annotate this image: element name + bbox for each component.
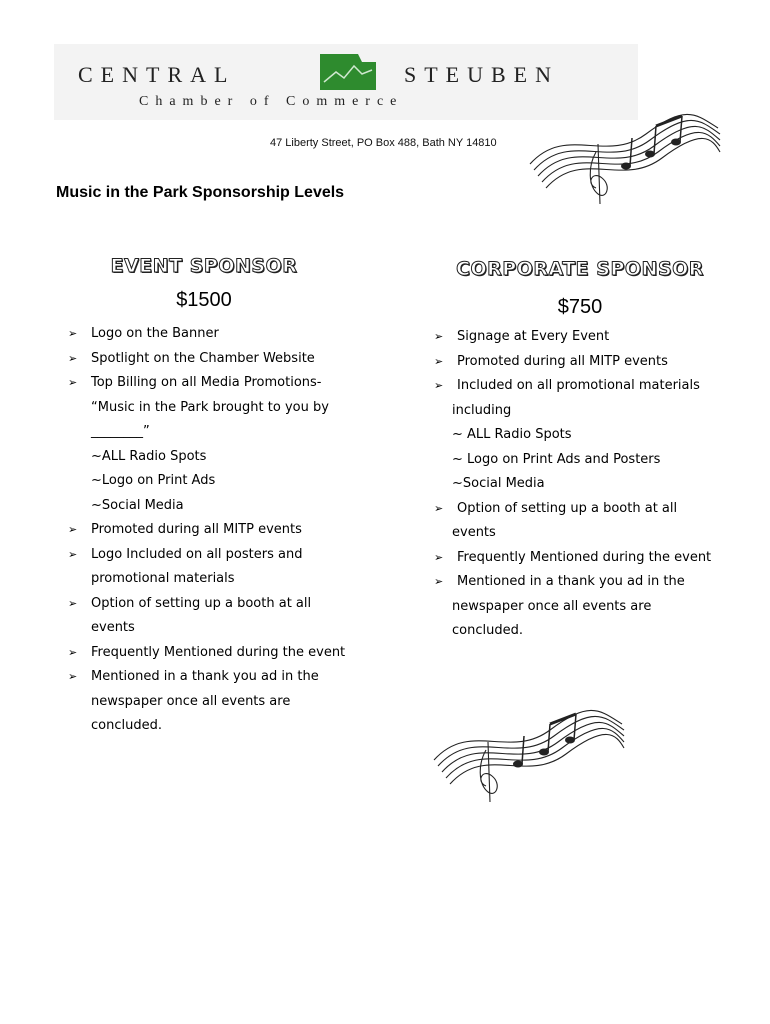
- logo-word-left: CENTRAL: [78, 62, 236, 87]
- event-sponsor-list: [66, 322, 386, 739]
- corporate-sponsor-price: $750: [557, 296, 603, 318]
- event-sponsor-section: [66, 255, 386, 739]
- arrowhead-bullet-icon: ➢: [434, 575, 444, 588]
- list-item: [432, 497, 752, 522]
- list-item-text: ~Logo on Print Ads: [91, 473, 216, 488]
- corporate-sponsor-section: [432, 258, 752, 644]
- arrowhead-bullet-icon: ➢: [68, 547, 78, 561]
- list-item-text: ~ Logo on Print Ads and Posters: [452, 451, 661, 467]
- list-item-text: Frequently Mentioned during the event: [91, 644, 346, 660]
- logo-word-right: STEUBEN: [404, 62, 559, 87]
- list-item: [66, 494, 386, 519]
- corporate-sponsor-list: [432, 325, 752, 644]
- list-item: [66, 641, 386, 666]
- list-item: [432, 472, 752, 497]
- list-item: [432, 595, 752, 620]
- list-item: [432, 325, 752, 350]
- list-item: [66, 322, 386, 347]
- address-line: 47 Liberty Street, PO Box 488, Bath NY 14810: [270, 137, 497, 149]
- list-item: [66, 714, 386, 739]
- list-item-text: Logo on the Banner: [91, 326, 219, 341]
- list-item: [432, 521, 752, 546]
- list-item: [66, 592, 386, 617]
- corporate-sponsor-heading: CORPORATE SPONSOR: [456, 258, 704, 280]
- list-item-text: Promoted during all MITP events: [457, 353, 668, 369]
- event-sponsor-price: $1500: [176, 289, 232, 311]
- arrowhead-bullet-icon: ➢: [68, 645, 78, 659]
- list-item-text: including: [452, 402, 512, 418]
- list-item-text: Mentioned in a thank you ad in the: [91, 669, 319, 684]
- arrowhead-bullet-icon: ➢: [68, 351, 78, 365]
- list-item: [66, 690, 386, 715]
- list-item: [432, 423, 752, 448]
- list-item-text: Signage at Every Event: [457, 329, 610, 344]
- arrowhead-bullet-icon: ➢: [434, 330, 444, 343]
- list-item-text: newspaper once all events are: [452, 598, 652, 614]
- list-item: [432, 619, 752, 644]
- list-item-text: Spotlight on the Chamber Website: [91, 350, 315, 366]
- list-item: [66, 665, 386, 690]
- list-item-text: ~ ALL Radio Spots: [452, 427, 572, 442]
- page-title: Music in the Park Sponsorship Levels: [56, 184, 345, 201]
- list-item-text: Included on all promotional materials: [457, 378, 700, 393]
- list-item-text: ~Social Media: [91, 497, 184, 513]
- list-item-text: events: [91, 620, 135, 635]
- arrowhead-bullet-icon: ➢: [434, 550, 444, 564]
- music-notes-staff-icon: [430, 700, 626, 806]
- list-item-text: events: [452, 525, 496, 540]
- list-item: [66, 396, 386, 421]
- list-item: [432, 374, 752, 399]
- list-item: [66, 518, 386, 543]
- list-item-text: “Music in the Park brought to you by: [91, 399, 329, 415]
- list-item-text: ~Social Media: [452, 476, 545, 491]
- arrowhead-bullet-icon: ➢: [68, 376, 78, 389]
- list-item-text: Promoted during all MITP events: [91, 522, 302, 537]
- list-item: [66, 616, 386, 641]
- event-sponsor-heading: EVENT SPONSOR: [110, 255, 298, 277]
- list-item: [432, 350, 752, 375]
- list-item-text: Frequently Mentioned during the event: [457, 549, 712, 565]
- list-item-text: ________”: [91, 424, 150, 439]
- list-item: [66, 420, 386, 445]
- arrowhead-bullet-icon: ➢: [68, 523, 78, 536]
- list-item-text: Top Billing on all Media Promotions-: [91, 375, 322, 390]
- list-item-text: concluded.: [452, 623, 523, 638]
- arrowhead-bullet-icon: ➢: [68, 670, 78, 683]
- list-item-text: Mentioned in a thank you ad in the: [457, 574, 685, 589]
- list-item: [66, 445, 386, 470]
- list-item-text: concluded.: [91, 718, 162, 733]
- list-item-text: promotional materials: [91, 571, 235, 586]
- list-item: [432, 399, 752, 424]
- list-item-text: Logo Included on all posters and: [91, 546, 303, 562]
- green-county-map-icon: [318, 52, 378, 92]
- list-item: [66, 371, 386, 396]
- list-item: [66, 469, 386, 494]
- list-item-text: ~ALL Radio Spots: [91, 448, 207, 464]
- list-item-text: Option of setting up a booth at all: [457, 500, 678, 516]
- music-notes-staff-icon: [526, 104, 722, 210]
- list-item: [432, 546, 752, 571]
- arrowhead-bullet-icon: ➢: [68, 596, 78, 610]
- list-item: [66, 567, 386, 592]
- list-item-text: newspaper once all events are: [91, 693, 291, 709]
- list-item: [432, 448, 752, 473]
- list-item: [66, 347, 386, 372]
- list-item: [66, 543, 386, 568]
- list-item-text: Option of setting up a booth at all: [91, 595, 312, 611]
- list-item: [432, 570, 752, 595]
- arrowhead-bullet-icon: ➢: [434, 501, 444, 515]
- arrowhead-bullet-icon: ➢: [434, 354, 444, 368]
- logo-subtitle: Chamber of Commerce: [139, 94, 404, 109]
- arrowhead-bullet-icon: ➢: [434, 379, 444, 392]
- arrowhead-bullet-icon: ➢: [68, 327, 78, 340]
